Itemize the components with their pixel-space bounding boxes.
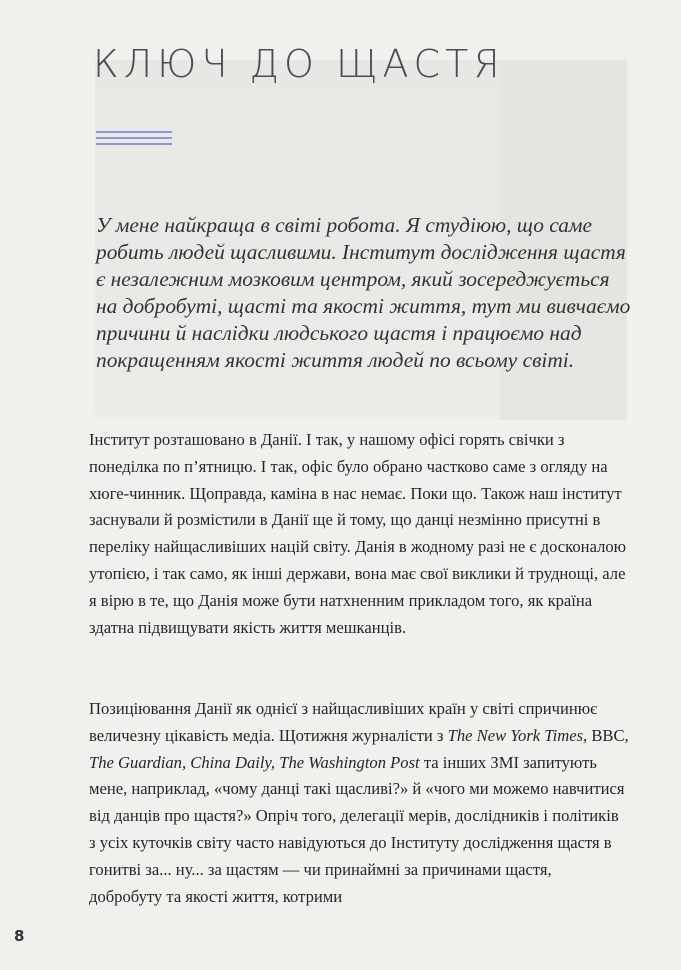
- media-name-italic: The New York Times: [447, 725, 584, 745]
- body-paragraph-2: [89, 696, 629, 910]
- paragraph-2-text: та інших ЗМІ запитують мене, наприклад, «чому данці такі щасливі?» й «чого ми можемо навчитися від данців про щастя?» Опріч того, делегації мерів, дослідників і політиків з усіх куточків світу часто навідуються до Інституту дослідження щастя в гонитві за... ну... за щастям — чи принаймні за причинами щастя, добробуту та якості життя, котрими: [89, 752, 625, 906]
- decorative-rule: [96, 143, 172, 145]
- intro-quote: У мене найкраща в світі робота. Я студіюю, що саме робить людей щасливими. Інститут дослідження щастя є незалежним мозковим центром, який зосереджується на добробуті, щасті та якості життя, тут ми вивчаємо причини й наслідки людського щастя і працюємо над покращенням якості життя людей по всьому світі.: [96, 213, 631, 373]
- body-paragraph-1: Інститут розташовано в Данії. І так, у нашому офісі горять свічки з понеділка по п’ятницю. І так, офіс було обрано частково саме з огляду на хюге-чинник. Щоправда, каміна в нас немає. Поки що. Також наш інститут заснували й розмістили в Данії ще й тому, що данці незмінно присутні в переліку найщасливіших націй світу. Данія в жодному разі не є досконалою утопією, і так само, як інші держави, вона має свої виклики й труднощі, але я вірю в те, що Данія може бути натхненним прикладом того, як країна здатна підвищувати якість життя мешканців.: [89, 430, 627, 637]
- decorative-rule: [96, 137, 172, 139]
- paragraph-2-text: , BBC,: [583, 725, 629, 745]
- media-names-italic: The Guardian, China Daily, The Washington Post: [89, 752, 420, 772]
- paragraph-2-text: Позиціювання Данії як однієї з найщасливіших країн у світі спричинює величезну цікавість медіа. Щотижня журналісти з: [89, 699, 598, 745]
- decorative-rule: [96, 131, 172, 133]
- chapter-title: КЛЮЧ ДО ЩАСТЯ: [93, 42, 505, 86]
- page-number: 8: [14, 927, 25, 945]
